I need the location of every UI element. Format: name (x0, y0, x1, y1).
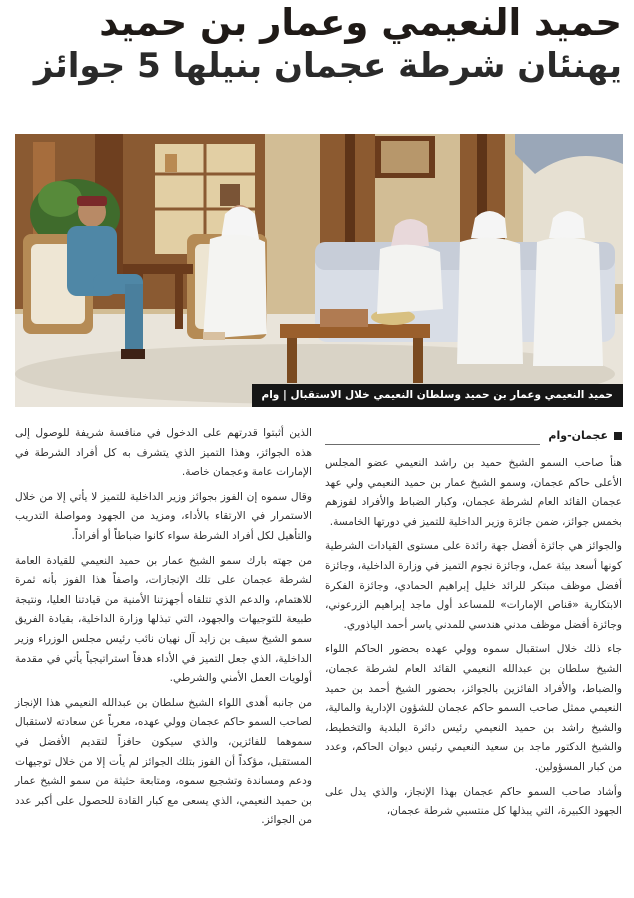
dateline: عجمان-وام (540, 424, 622, 448)
dateline-row (325, 424, 622, 448)
news-photo (15, 134, 623, 407)
article-paragraph: من جانبه أهدى اللواء الشيخ سلطان بن عبدالله النعيمي هذا الإنجاز لصاحب السمو حاكم عجمان وولي عهده، معرباً عن سعادته لاستقبال سموهما للفائزين، والذي سيكون حافزاً لتقديم الأفضل في المستقبل، مؤكداً أن الفوز بتلك الجوائز لم يأت إلا من خلال توجيهات ودعم ومساندة وتشجيع سموه، ومتابعة حثيثة من سمو الشيخ عمار بن حميد النعيمي، الذي يسعى مع كبار القادة للحصول على أكبر عدد من الجوائز. (15, 696, 312, 827)
article-paragraph: هنأ صاحب السمو الشيخ حميد بن راشد النعيمي عضو المجلس الأعلى حاكم عجمان، وسمو الشيخ عمار بن حميد النعيمي ولي عهد عجمان القائد العام لشرطة عجمان، وكبار الضباط والأفراد لفوزهم بخمس جوائز، ضمن جائزة وزير الداخلية للتميز في دورتها الخامسة. (325, 457, 622, 528)
article-column-left (15, 424, 312, 836)
photo-caption: حميد النعيمي وعمار بن حميد وسلطان النعيمي خلال الاستقبال | وام (252, 384, 624, 407)
article-paragraph: وقال سموه إن الفوز بجوائز وزير الداخلية للتميز لا يأتي إلا من خلال الاستمرار في الارتقاء بالأداء، ومزيد من الجهود ومواصلة التدريب والتأهيل لكل أفراد الشرطة سواء كانوا ضباطاً أو أفراداً. (15, 490, 312, 542)
article-paragraph: وأشاد صاحب السمو حاكم عجمان بهذا الإنجاز، والذي يدل على الجهود الكبيرة، التي يبذلها كل منتسبي شرطة عجمان، (325, 785, 622, 818)
headline-subtitle: يهنئان شرطة عجمان بنيلها 5 جوائز (33, 45, 622, 86)
article-column-right (325, 424, 622, 827)
headline-title: حميد النعيمي وعمار بن حميد (99, 1, 622, 44)
article-paragraph: جاء ذلك خلال استقبال سموه وولي عهده بحضور الحاكم اللواء الشيخ سلطان بن عبدالله النعيمي القائد العام لشرطة عجمان، والضباط، والأفراد الفائزين بالجوائز، بحضور الشيخ أحمد بن حميد النعيمي ممثل صاحب السمو حاكم عجمان للشؤون الإدارية والمالية، والشيخ راشد بن حميد النعيمي رئيس دائرة البلدية والتخطيط، والشيخ الدكتور ماجد بن سعيد النعيمي رئيس ديوان الحاكم، وعدد من كبار المسؤولين. (325, 643, 622, 773)
article-paragraph: الذين أثبتوا قدرتهم على الدخول في منافسة شريفة للوصول إلى هذه الجوائز، وهذا التميز الذي يتشرف به كل أفراد الشرطة في الإمارات عامة وعجمان خاصة. (15, 427, 312, 479)
article-paragraph: والجوائز هي جائزة أفضل جهة رائدة على مستوى القيادات الشرطية كونها أسعد بيئة عمل، وجائزة نجوم التميز في وزارة الداخلية، وجائزة أفضل موظف مبتكر للرائد خليل إبراهيم الحمادي، وجائزة الفكرة الابتكارية «قناص الإمارات» للمساعد أول ماجد إبراهيم الزرعوني، وجائزة أفضل موظف مدني هندسي للمدني ياسر أحمد الياذوري. (325, 540, 622, 631)
reception-scene-image (15, 134, 623, 407)
headline (10, 2, 622, 86)
article-paragraph: من جهته بارك سمو الشيخ عمار بن حميد النعيمي للقيادة العامة لشرطة عجمان على تلك الإنجازات، واصفاً هذا الفوز بأنه ثمرة للاهتمام، والدعم الذي تتلقاه أجهزتنا الأمنية من قيادتنا العليا، ونتيجة طبيعة للتوجيهات والجهود، التي تبذلها وزارة الداخلية، بقيادة الفريق سمو الشيخ سيف بن زايد آل نهيان نائب رئيس مجلس الوزراء وزير الداخلية، الذي جعل التميز في الأداء هدفاً استراتيجياً يأتي في مقدمة أولويات العمل الأمني والشرطي. (15, 554, 312, 685)
